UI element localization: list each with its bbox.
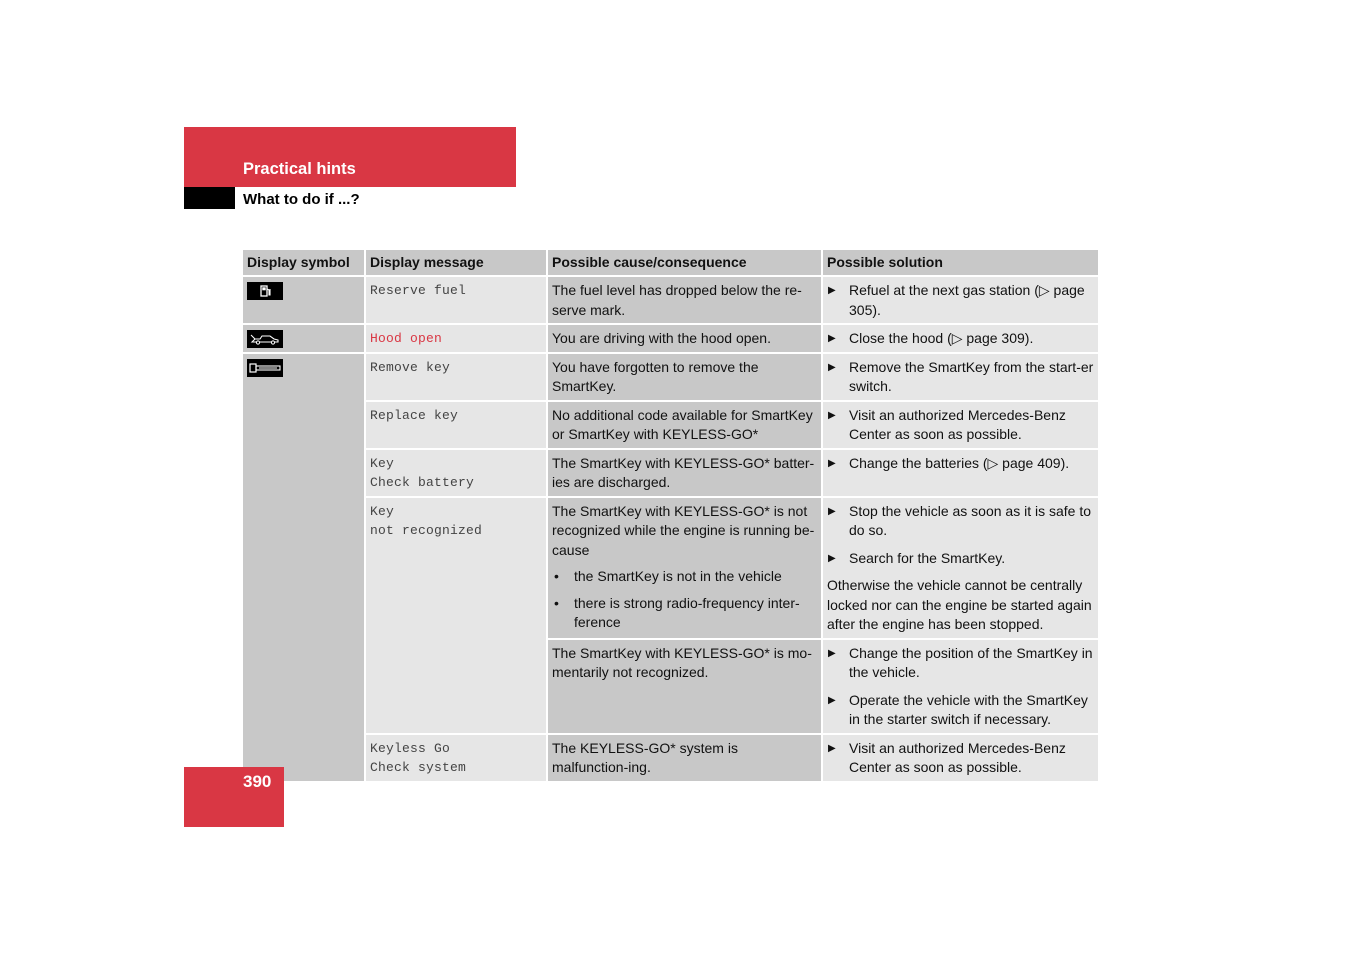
fuel-pump-icon bbox=[247, 282, 283, 300]
display-message-cell bbox=[365, 497, 547, 734]
hood-open-car-icon bbox=[247, 330, 283, 348]
display-message-cell bbox=[365, 401, 547, 449]
solution-cell bbox=[822, 497, 1098, 639]
display-message-cell bbox=[365, 449, 547, 497]
solution-step: ▶ Stop the vehicle as soon as it is safe to do so. bbox=[827, 502, 1094, 541]
solution-step: ▶ Close the hood (▷ page 309). bbox=[827, 329, 1094, 349]
solution-step: ▶ Change the position of the SmartKey in the vehicle. bbox=[827, 644, 1094, 683]
solution-cell bbox=[822, 639, 1098, 734]
solution-cell bbox=[822, 734, 1098, 782]
cause-cell bbox=[547, 497, 822, 639]
display-message: Keyless Go bbox=[370, 740, 451, 756]
solution-step: ▶ Change the batteries (▷ page 409). bbox=[827, 454, 1094, 474]
display-message: not recognized bbox=[370, 523, 483, 538]
table-row bbox=[243, 401, 1098, 449]
cause-bullet: • there is strong radio-frequency inter-ference bbox=[552, 594, 817, 633]
solution-step: ▶ Refuel at the next gas station (▷ page 305). bbox=[827, 281, 1094, 320]
display-message: Remove key bbox=[370, 359, 451, 375]
section-title: Practical hints bbox=[243, 160, 356, 178]
cause-cell bbox=[547, 639, 822, 734]
table-row bbox=[243, 449, 1098, 497]
display-symbol-cell bbox=[243, 276, 365, 324]
display-message-cell bbox=[365, 276, 547, 324]
table-header-row bbox=[243, 250, 1098, 276]
display-symbol-cell bbox=[243, 353, 365, 782]
cause-text: You have forgotten to remove the SmartKey. bbox=[552, 358, 759, 394]
solution-cell bbox=[822, 324, 1098, 353]
table-row bbox=[243, 276, 1098, 324]
display-message: Key bbox=[370, 503, 395, 519]
display-messages-table bbox=[243, 250, 1098, 783]
display-message-cell bbox=[365, 734, 547, 782]
table-row bbox=[243, 324, 1098, 353]
solution-step: ▶ Remove the SmartKey from the start-er switch. bbox=[827, 358, 1094, 397]
solution-cell bbox=[822, 353, 1098, 401]
cause-text: You are driving with the hood open. bbox=[552, 330, 771, 346]
cause-cell bbox=[547, 449, 822, 497]
cause-text: The SmartKey with KEYLESS-GO* is not recognized while the engine is running be-cause bbox=[552, 502, 815, 558]
display-message: Key bbox=[370, 455, 395, 471]
solution-step: ▶ Visit an authorized Mercedes-Benz Center as soon as possible. bbox=[827, 739, 1094, 778]
cause-cell bbox=[547, 401, 822, 449]
column-header: Possible solution bbox=[822, 250, 1098, 276]
table-row bbox=[243, 497, 1098, 639]
solution-step: ▶ Operate the vehicle with the SmartKey in the starter switch if necessary. bbox=[827, 691, 1094, 730]
solution-cell bbox=[822, 276, 1098, 324]
smartkey-icon bbox=[247, 359, 283, 377]
cause-text: No additional code available for SmartKey or SmartKey with KEYLESS-GO* bbox=[552, 406, 813, 442]
page-number: 390 bbox=[243, 772, 272, 791]
display-symbol-cell bbox=[243, 324, 365, 353]
cause-text: The SmartKey with KEYLESS-GO* is mo-mentarily not recognized. bbox=[552, 644, 812, 680]
subsection-marker bbox=[184, 187, 235, 209]
subsection-title: What to do if ...? bbox=[243, 191, 360, 208]
solution-cell bbox=[822, 449, 1098, 497]
cause-text: The SmartKey with KEYLESS-GO* batter-ies are discharged. bbox=[552, 454, 815, 490]
display-message: Reserve fuel bbox=[370, 283, 467, 298]
solution-step: ▶ Visit an authorized Mercedes-Benz Center as soon as possible. bbox=[827, 406, 1094, 445]
cause-bullet: • the SmartKey is not in the vehicle bbox=[552, 567, 817, 587]
cause-text: The KEYLESS-GO* system is malfunction-ing. bbox=[552, 739, 738, 775]
display-message: Hood open bbox=[370, 331, 443, 346]
cause-cell bbox=[547, 353, 822, 401]
display-message: Check system bbox=[370, 760, 467, 775]
table-row bbox=[243, 353, 1098, 401]
column-header: Display message bbox=[365, 250, 547, 276]
table-row bbox=[243, 734, 1098, 782]
display-message-cell bbox=[365, 353, 547, 401]
cause-cell bbox=[547, 324, 822, 353]
solution-note: Otherwise the vehicle cannot be centrally locked nor can the engine be started again after the engine has been stopped. bbox=[827, 577, 1092, 632]
display-message: Check battery bbox=[370, 475, 475, 490]
cause-cell bbox=[547, 276, 822, 324]
display-message-cell bbox=[365, 324, 547, 353]
display-message: Replace key bbox=[370, 407, 459, 423]
column-header: Possible cause/consequence bbox=[547, 250, 822, 276]
cause-text: The fuel level has dropped below the re-serve mark. bbox=[552, 282, 802, 318]
column-header: Display symbol bbox=[243, 250, 365, 276]
cause-cell bbox=[547, 734, 822, 782]
solution-cell bbox=[822, 401, 1098, 449]
solution-step: ▶ Search for the SmartKey. bbox=[827, 549, 1094, 569]
